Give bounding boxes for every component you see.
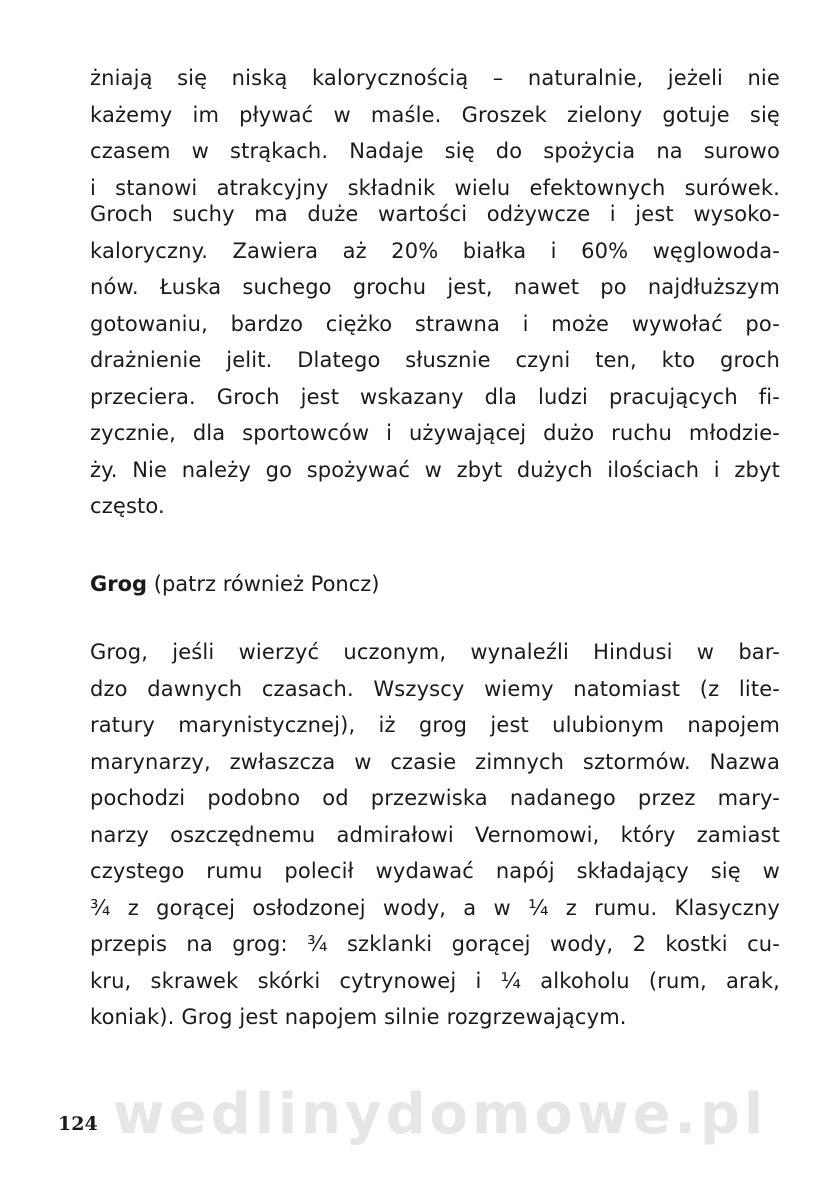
- text-line: Groch suchy ma duże wartości odżywcze i jest wysoko-: [90, 202, 780, 226]
- text-line: marynarzy, zwłaszcza w czasie zimnych sztormów. Nazwa: [90, 749, 780, 774]
- text-line: ży. Nie należy go spożywać w zbyt dużych ilościach i zbyt: [90, 457, 780, 482]
- paragraph-dry-peas: [90, 196, 780, 525]
- text-line: Grog, jeśli wierzyć uczonym, wynaleźli Hindusi w bar-: [90, 640, 780, 664]
- text-line: przepis na grog: ¾ szklanki gorącej wody, 2 kostki cu-: [90, 932, 780, 956]
- text-line: żniają się niską kalorycznością – naturalnie, jeżeli nie: [90, 66, 780, 90]
- page-number: 124: [58, 1113, 98, 1135]
- text-line: często.: [90, 494, 165, 518]
- watermark: wedlinydomowe.pl: [112, 1082, 768, 1147]
- text-line: ratury marynistycznej), iż grog jest ulubionym napojem: [90, 713, 780, 737]
- text-line: i stanowi atrakcyjny składnik wielu efektownych surówek.: [90, 175, 780, 200]
- text-line: dzo dawnych czasach. Wszyscy wiemy natomiast (z lite-: [90, 676, 780, 701]
- text-line: czasem w strąkach. Nadaje się do spożycia na surowo: [90, 139, 780, 163]
- text-line: drażnienie jelit. Dlatego słusznie czyni ten, kto groch: [90, 348, 780, 372]
- text-line: przeciera. Groch jest wskazany dla ludzi pracujących fi-: [90, 384, 780, 409]
- text-line: koniak). Grog jest napojem silnie rozgrzewającym.: [90, 1005, 627, 1029]
- text-line: nów. Łuska suchego grochu jest, nawet po najdłuższym: [90, 275, 780, 299]
- text-line: gotowaniu, bardzo ciężko strawna i może wywołać po-: [90, 311, 780, 336]
- text-line: kaloryczny. Zawiera aż 20% białka i 60% węglowoda-: [90, 238, 780, 263]
- text-line: pochodzi podobno od przezwiska nadanego przez mary-: [90, 786, 780, 810]
- text-line: zycznie, dla sportowców i używającej dużo ruchu młodzie-: [90, 421, 780, 445]
- text-line: ¾ z gorącej osłodzonej wody, a w ¼ z rumu. Klasyczny: [90, 895, 780, 920]
- text-line: czystego rumu polecił wydawać napój składający się w: [90, 859, 780, 883]
- paragraph-continuation: [90, 60, 780, 206]
- text-line: kru, skrawek skórki cytrynowej i ¼ alkoholu (rum, arak,: [90, 968, 780, 993]
- entry-term: Grog: [90, 572, 148, 596]
- paragraph-grog: [90, 634, 780, 1036]
- entry-cross-reference: (patrz również Poncz): [153, 572, 380, 596]
- text-line: każemy im pływać w maśle. Groszek zielony gotuje się: [90, 102, 780, 127]
- text-line: narzy oszczędnemu admirałowi Vernomowi, który zamiast: [90, 822, 780, 847]
- entry-heading: [90, 566, 780, 602]
